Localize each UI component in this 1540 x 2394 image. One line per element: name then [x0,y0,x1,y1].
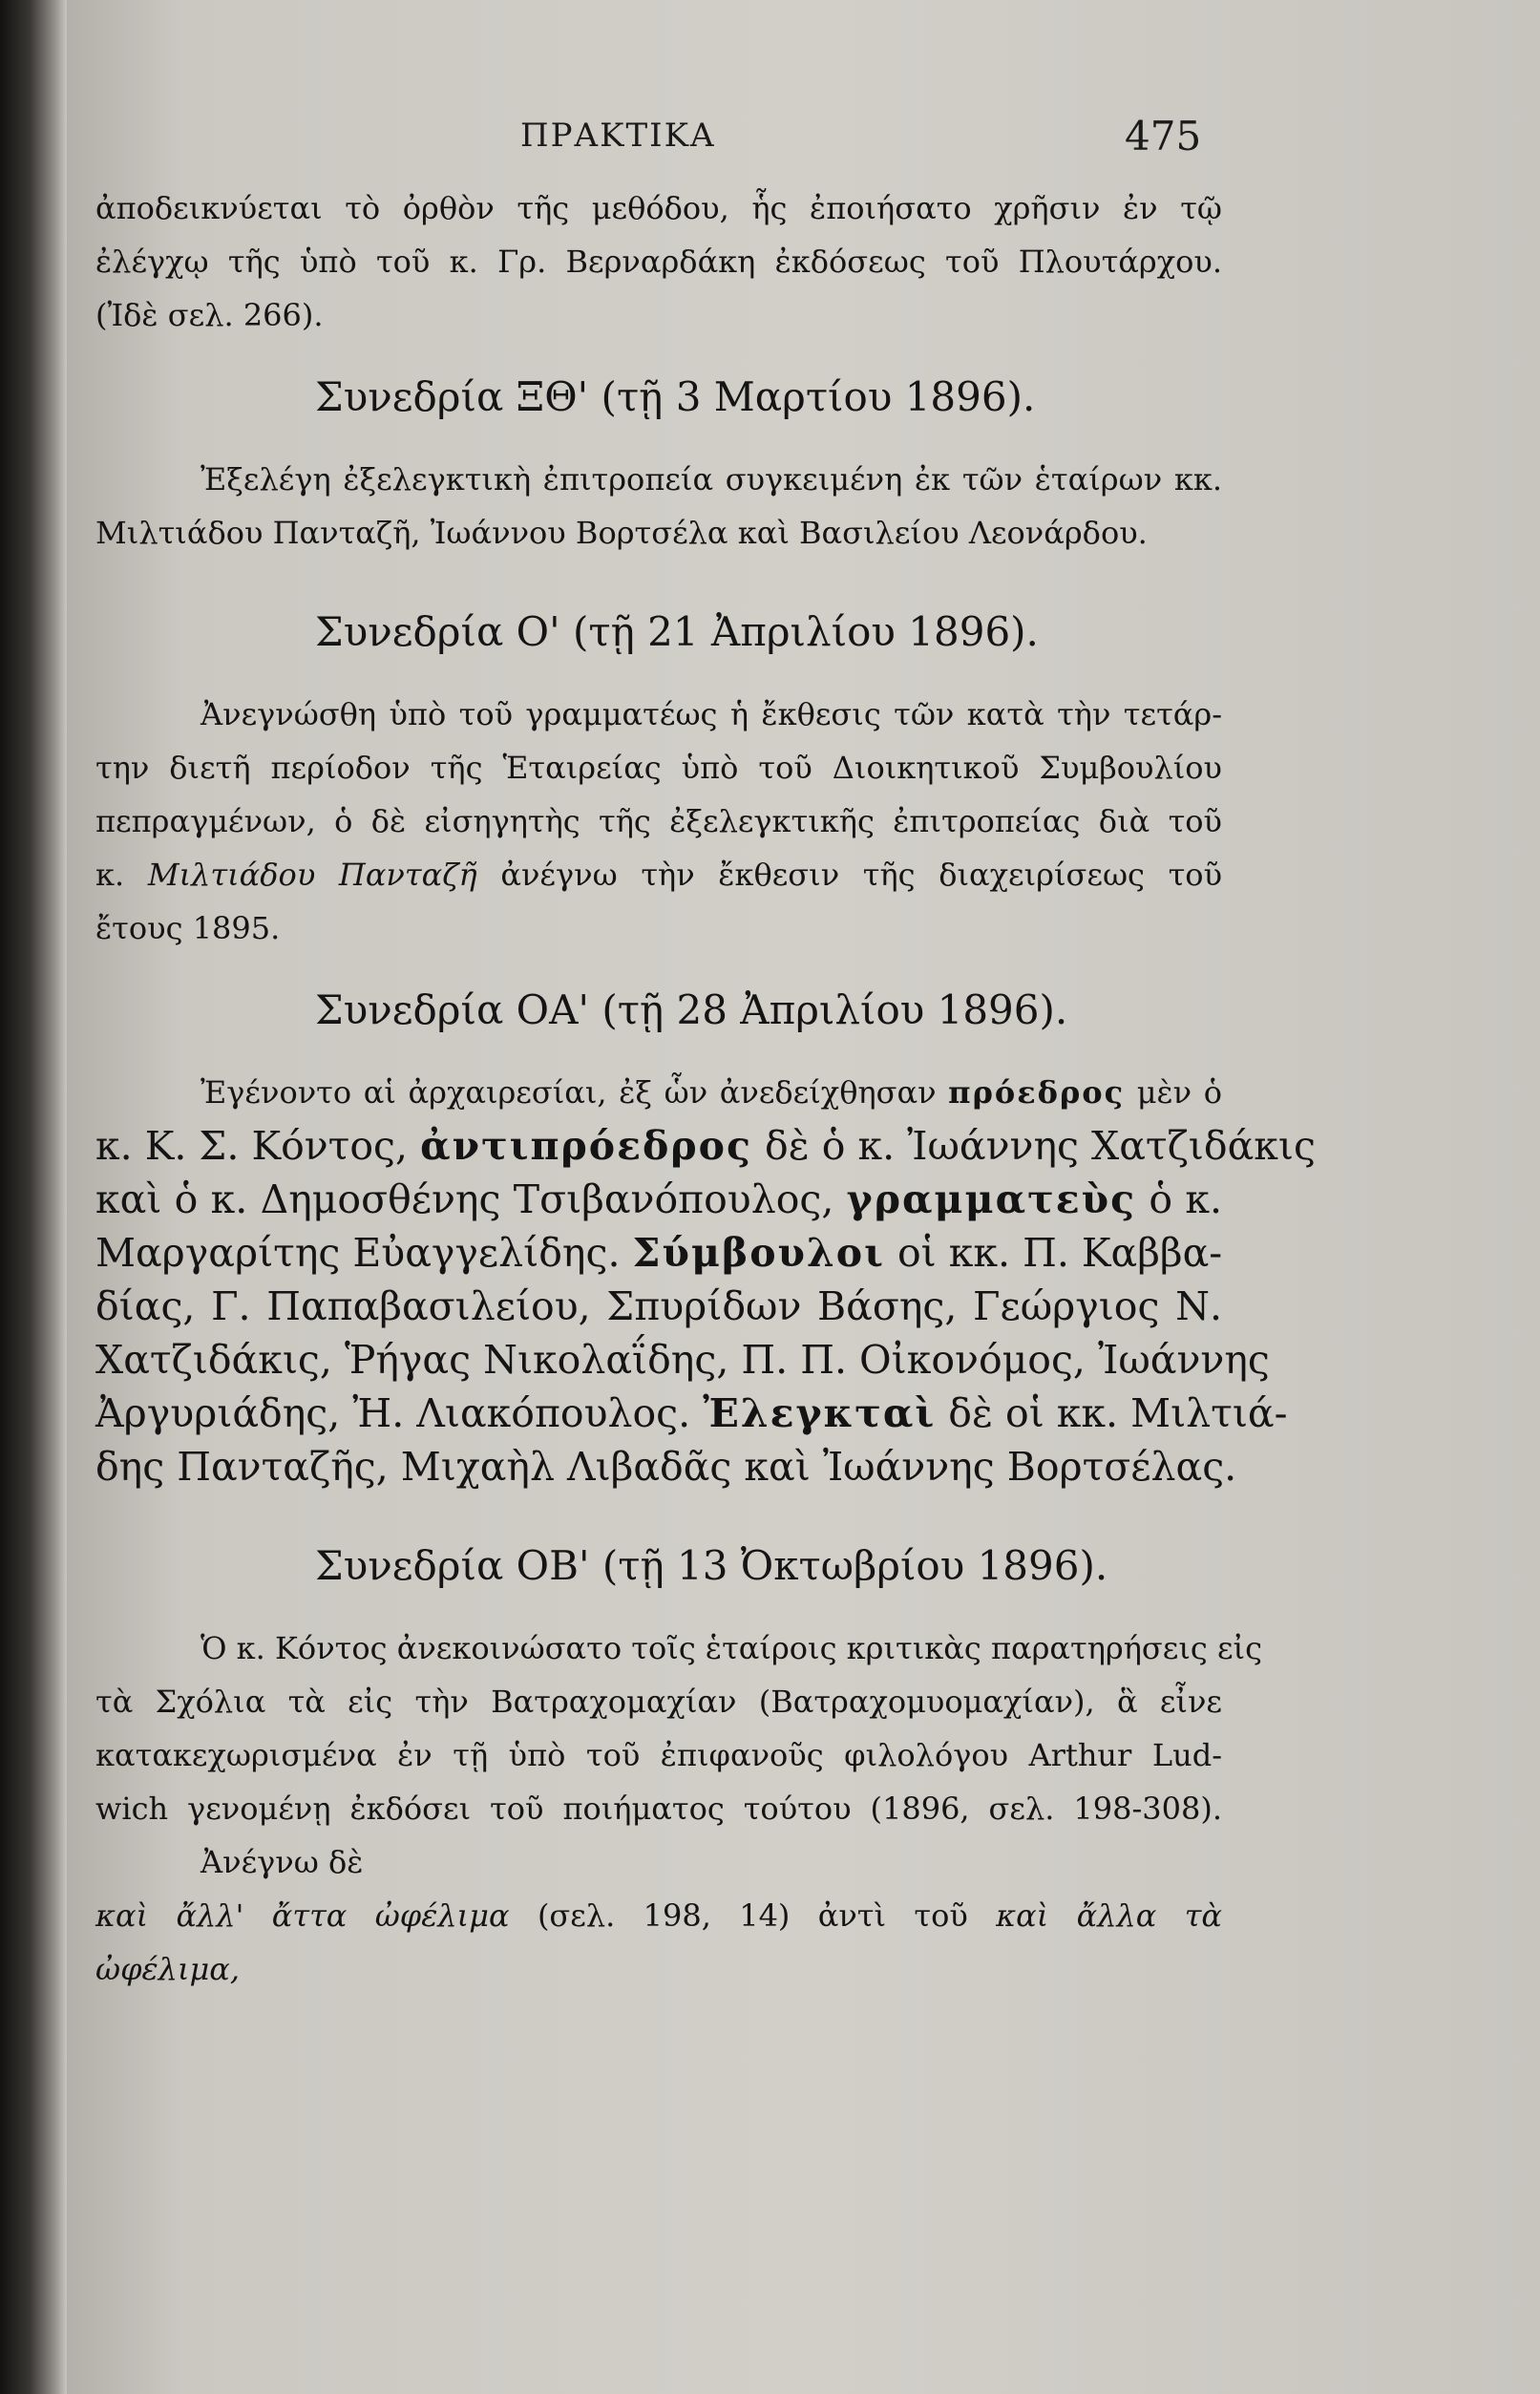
book-spine-shadow [0,0,67,2394]
paragraph-line: την διετῆ περίοδον τῆς Ἑταιρείας ὑπὸ τοῦ Διοικητικοῦ Συμβουλίου [95,750,1222,786]
paragraph-line: Μιλτιάδου Πανταζῆ, Ἰωάννου Βορτσέλα καὶ Βασιλείου Λεονάρδου. [95,515,1148,551]
italic-quote: καὶ ἄλλα τὰ [996,1897,1223,1934]
intro-line: ἐλέγχῳ τῆς ὑπὸ τοῦ κ. Γρ. Βερναρδάκη ἐκδόσεως τοῦ Πλουτάρχου. [95,244,1222,280]
text-segment: δὲ οἱ κκ. Μιλτιά- [936,1390,1288,1436]
text-segment: μὲν ὁ [1125,1074,1222,1111]
italic-name: Μιλτιάδου Πανταζῆ [147,857,477,893]
text-segment: Ἐγένοντο αἱ ἀρχαιρεσίαι, ἐξ ὧν ἀνεδείχθησαν [200,1074,949,1111]
paragraph-line [95,1119,1316,1173]
spaced-term: ἀντιπρόεδρος [420,1123,752,1169]
paragraph-line [95,848,1222,901]
paragraph-line [95,1889,1222,1942]
book-page [67,0,1540,2394]
session-heading: Συνεδρία ΟΑ' (τῇ 28 Ἀπριλίου 1896). [315,986,1068,1033]
running-title: ΠΡΑΚΤΙΚΑ [520,117,716,155]
page-header [67,113,1540,170]
text-segment: κ. [95,857,148,893]
paragraph-line: Ὁ κ. Κόντος ἀνεκοινώσατο τοῖς ἑταίροις κριτικὰς παρατηρήσεις εἰς [200,1630,1262,1666]
text-segment: ὁ κ. [1136,1176,1222,1222]
text-segment: ἀνέγνω τὴν ἔκθεσιν τῆς διαχειρίσεως τοῦ [476,857,1223,893]
paragraph-line: κατακεχωρισμένα ἐν τῇ ὑπὸ τοῦ ἐπιφανοῦς φιλολόγου Arthur Lud- [95,1737,1222,1773]
text-segment: δὲ ὁ κ. Ἰωάννης Χατζιδάκις [751,1123,1316,1169]
paragraph-line: δίας, Γ. Παπαβασιλείου, Σπυρίδων Βάσης, Γεώργιος Ν. [95,1283,1222,1329]
spaced-term: Σύμβουλοι [632,1230,885,1276]
page-body [95,181,1316,1996]
session-heading: Συνεδρία ΞΘ' (τῇ 3 Μαρτίου 1896). [315,373,1036,420]
intro-line: ἀποδεικνύεται τὸ ὀρθὸν τῆς μεθόδου, ἧς ἐποιήσατο χρῆσιν ἐν τῷ [95,190,1222,226]
paragraph-line [95,1226,1222,1280]
spaced-term: πρόεδρος [948,1074,1126,1111]
text-segment: καὶ ὁ κ. Δημοσθένης Τσιβανόπουλος, [95,1176,847,1222]
text-segment: οἱ κκ. Π. Καββα- [884,1230,1223,1276]
text-segment: Μαργαρίτης Εὐαγγελίδης. [95,1230,633,1276]
session-heading: Συνεδρία Ο' (τῇ 21 Ἀπριλίου 1896). [315,608,1039,655]
paragraph-line [95,1387,1288,1440]
paragraph-line [95,1173,1222,1226]
paragraph-line: Ἐξελέγη ἐξελεγκτικὴ ἐπιτροπεία συγκειμένη ἐκ τῶν ἑταίρων κκ. [200,461,1222,498]
spaced-term: Ἐλεγκταὶ [703,1390,937,1436]
paragraph-line: ἔτους 1895. [95,910,281,946]
italic-quote: καὶ ἄλλ' ἄττα ὠφέλιμα [95,1897,510,1934]
paragraph-line: δης Πανταζῆς, Μιχαὴλ Λιβαδᾶς καὶ Ἰωάννης Βορτσέλας. [95,1444,1237,1490]
text-segment: (σελ. 198, 14) ἀντὶ τοῦ [509,1897,997,1934]
session-heading: Συνεδρία ΟΒ' (τῇ 13 Ὀκτωβρίου 1896). [315,1542,1108,1589]
paragraph-line: τὰ Σχόλια τὰ εἰς τὴν Βατραχομαχίαν (Βατραχομυομαχίαν), ἃ εἶνε [95,1684,1222,1720]
spaced-term: γραμματεὺς [846,1176,1137,1222]
paragraph-line: ὠφέλιμα, [95,1951,241,1987]
paragraph-line [95,1066,1222,1119]
paragraph-line: Ἀνέγνω δὲ [200,1844,364,1880]
paragraph-line: πεπραγμένων, ὁ δὲ εἰσηγητὴς τῆς ἐξελεγκτικῆς ἐπιτροπείας διὰ τοῦ [95,803,1222,839]
paragraph-line: Ἀνεγνώσθη ὑπὸ τοῦ γραμματέως ἡ ἔκθεσις τῶν κατὰ τὴν τετάρ- [200,696,1222,732]
text-segment: κ. Κ. Σ. Κόντος, [95,1123,421,1169]
text-segment: Ἀργυριάδης, Ἠ. Λιακόπουλος. [95,1390,704,1436]
page-number: 475 [1125,113,1202,159]
paragraph-line: Χατζιδάκις, Ῥήγας Νικολαΐδης, Π. Π. Οἰκονόμος, Ἰωάννης [95,1337,1270,1383]
intro-line: (Ἰδὲ σελ. 266). [95,297,324,333]
paragraph-line: wich γενομένῃ ἐκδόσει τοῦ ποιήματος τούτου (1896, σελ. 198-308). [95,1790,1222,1827]
